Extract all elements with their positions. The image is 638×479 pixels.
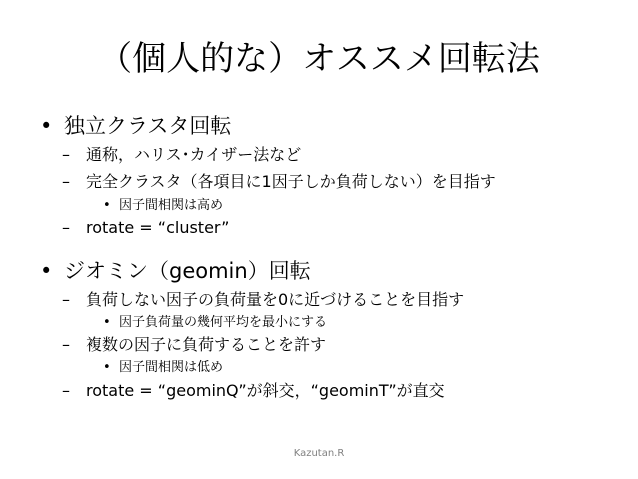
dash-icon: – <box>62 290 70 309</box>
subbullet-text: rotate = “geominQ”が斜交，“geominT”が直交 <box>86 381 445 400</box>
subsubbullet-correlation-high <box>103 197 223 215</box>
subbullet-text: 通称，ハリス･カイザー法など <box>86 145 302 164</box>
subsubbullet-text: 因子間相関は高め <box>119 198 224 213</box>
subbullet-multiple-factors <box>62 334 326 356</box>
slide-footer: Kazutan.R <box>293 448 345 459</box>
subbullet-zero-loading <box>62 289 464 311</box>
subbullet-complete-cluster <box>62 171 496 193</box>
subbullet-text: 完全クラスタ（各項目に1因子しか負荷しない）を目指す <box>86 172 496 191</box>
dash-icon: – <box>62 218 70 237</box>
subsubbullet-text: 因子負荷量の幾何平均を最小にする <box>119 315 328 330</box>
subsubbullet-correlation-low <box>103 359 223 377</box>
bullet-dot-icon: • <box>103 360 111 375</box>
bullet-geomin-rotation <box>40 258 311 284</box>
bullet-dot-icon: • <box>40 259 53 283</box>
subsubbullet-text: 因子間相関は低め <box>119 360 224 375</box>
dash-icon: – <box>62 381 70 400</box>
bullet-dot-icon: • <box>103 198 111 213</box>
bullet-text: 独立クラスタ回転 <box>64 114 232 138</box>
subbullet-nickname <box>62 144 301 166</box>
dash-icon: – <box>62 172 70 191</box>
subsubbullet-geometric-mean <box>103 314 327 332</box>
subbullet-text: 負荷しない因子の負荷量を0に近づけることを目指す <box>86 290 465 309</box>
subbullet-rotate-geomin <box>62 380 445 402</box>
subbullet-rotate-cluster <box>62 217 229 239</box>
slide-title: （個人的な）オススメ回転法 <box>98 39 540 79</box>
bullet-cluster-rotation <box>40 113 231 139</box>
subbullet-text: rotate = “cluster” <box>86 218 230 237</box>
bullet-dot-icon: • <box>103 315 111 330</box>
bullet-text: ジオミン（geomin）回転 <box>64 259 311 283</box>
dash-icon: – <box>62 335 70 354</box>
subbullet-text: 複数の因子に負荷することを許す <box>86 335 327 354</box>
dash-icon: – <box>62 145 70 164</box>
bullet-dot-icon: • <box>40 114 53 138</box>
